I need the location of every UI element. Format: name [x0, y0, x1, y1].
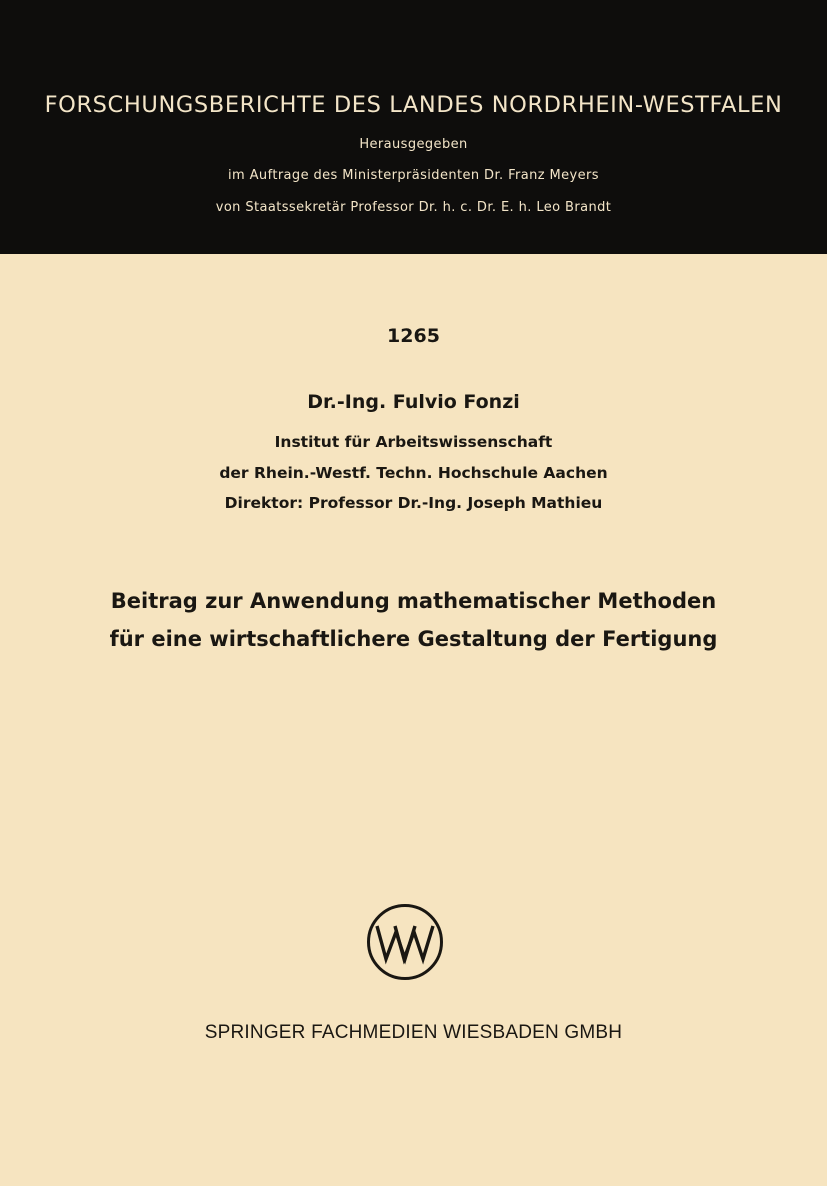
- institute-name: Institut für Arbeitswissenschaft: [274, 433, 553, 451]
- editor-line-published: Herausgegeben: [359, 137, 468, 152]
- publisher-name: SPRINGER FACHMEDIEN WIESBADEN GMBH: [204, 1022, 623, 1043]
- book-title-line-2: für eine wirtschaftlichere Gestaltung der Fertigung: [109, 627, 718, 651]
- ww-circle-logo: [366, 903, 444, 981]
- editor-line-secretary: von Staatssekretär Professor Dr. h. c. Dr. E. h. Leo Brandt: [215, 200, 612, 215]
- editor-line-commission: im Auftrage des Ministerpräsidenten Dr. Franz Meyers: [228, 168, 599, 183]
- volume-number: 1265: [387, 325, 440, 347]
- institute-director: Direktor: Professor Dr.-Ing. Joseph Mathieu: [224, 494, 603, 512]
- book-title-line-1: Beitrag zur Anwendung mathematischer Methoden: [110, 589, 717, 613]
- author-name: Dr.-Ing. Fulvio Fonzi: [307, 391, 520, 413]
- institute-university: der Rhein.-Westf. Techn. Hochschule Aachen: [219, 464, 608, 482]
- series-title: FORSCHUNGSBERICHTE DES LANDES NORDRHEIN-WESTFALEN: [44, 92, 783, 118]
- series-header: [0, 0, 827, 254]
